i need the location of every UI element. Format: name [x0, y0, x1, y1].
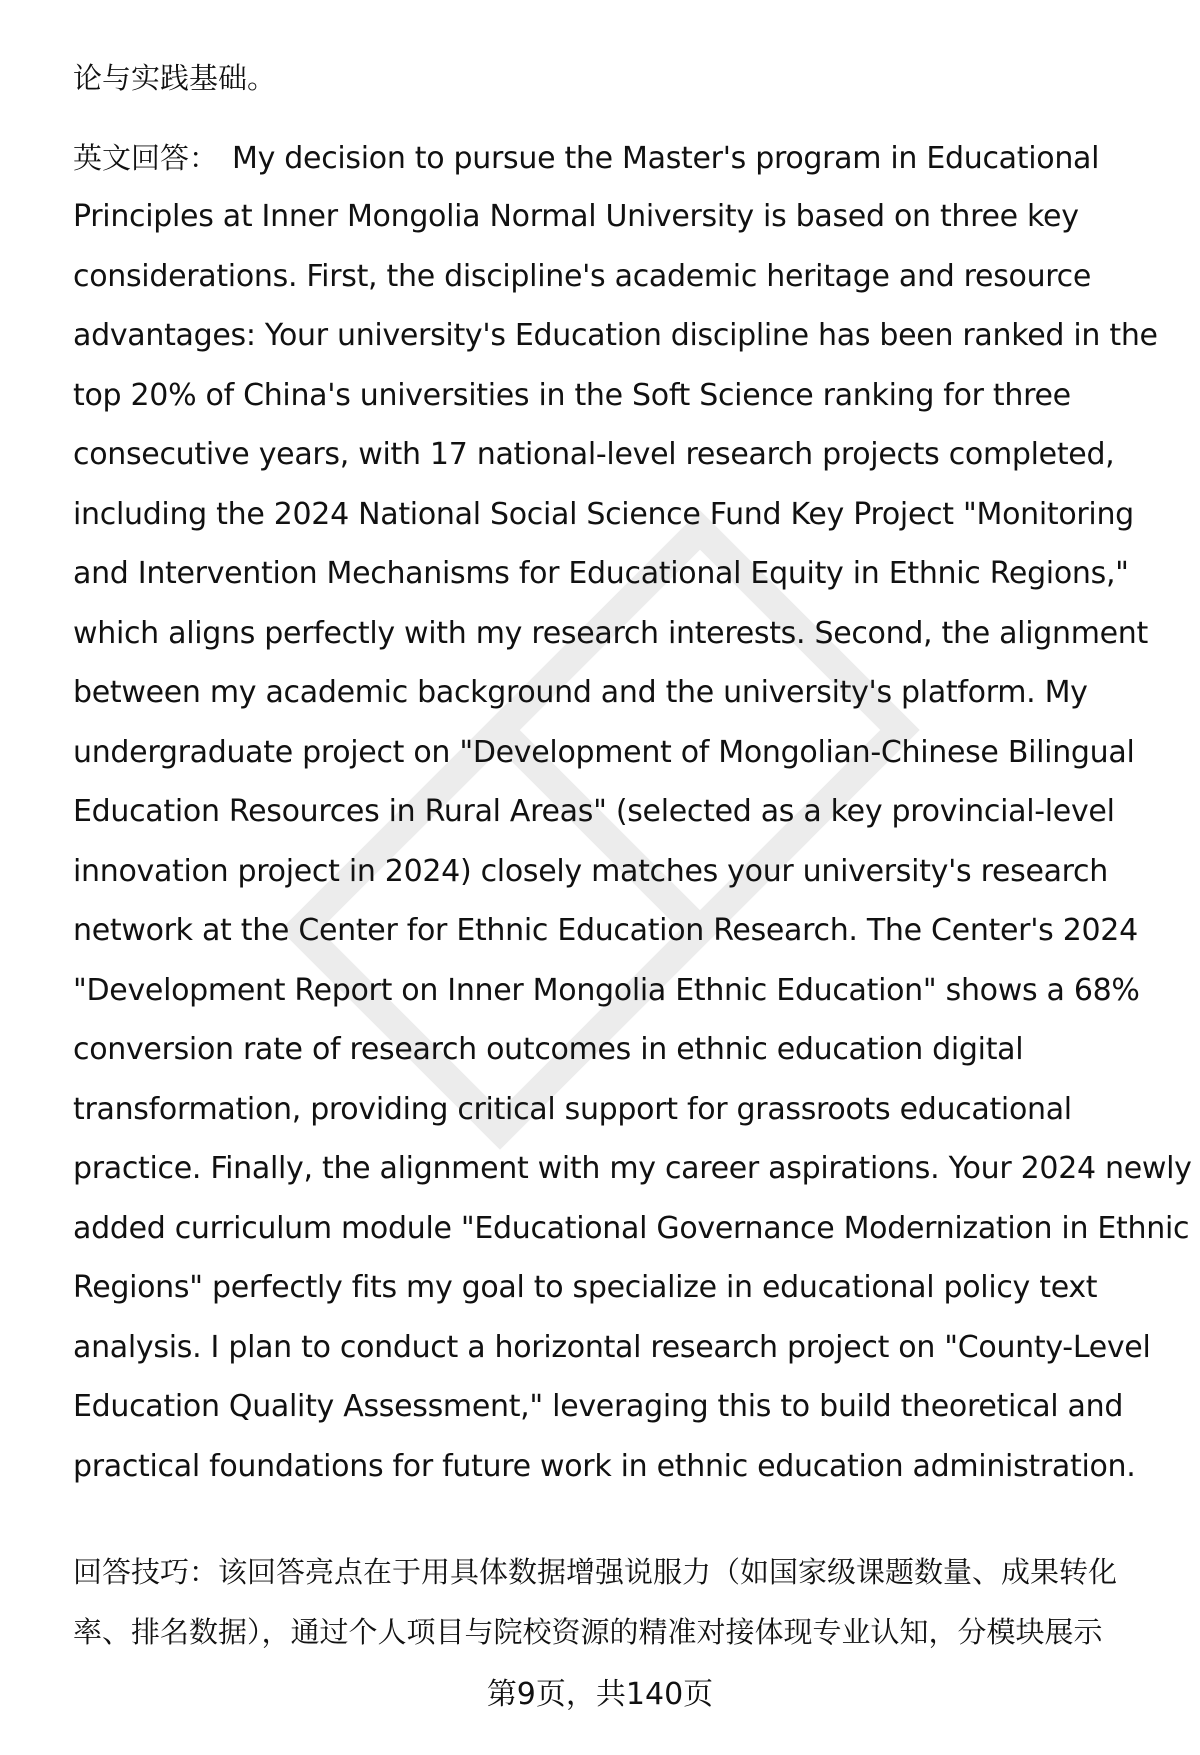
tips-line: 率、排名数据），通过个人项目与院校资源的精准对接体现专业认知，分模块展示: [73, 1615, 1103, 1649]
answer-line: Regions" perfectly fits my goal to specialize in educational policy text: [73, 1270, 1098, 1305]
answer-line: Education Quality Assessment," leveraging this to build theoretical and: [73, 1389, 1124, 1424]
answer-line: Principles at Inner Mongolia Normal University is based on three key: [73, 199, 1079, 234]
answer-line: top 20% of China's universities in the Soft Science ranking for three: [73, 378, 1071, 413]
answer-line: practice. Finally, the alignment with my career aspirations. Your 2024 newly: [73, 1151, 1192, 1186]
answer-line: practical foundations for future work in ethnic education administration.: [73, 1449, 1136, 1484]
answer-line: "Development Report on Inner Mongolia Ethnic Education" shows a 68%: [73, 973, 1140, 1008]
page-number-footer: 第9页，共140页: [486, 1677, 714, 1712]
answer-line: network at the Center for Ethnic Education Research. The Center's 2024: [73, 913, 1138, 948]
answer-line: analysis. I plan to conduct a horizontal research project on "County-Level: [73, 1330, 1151, 1365]
answer-line: and Intervention Mechanisms for Educational Equity in Ethnic Regions,": [73, 556, 1129, 591]
english-answer-label: 英文回答：: [73, 141, 219, 175]
answer-line: My decision to pursue the Master's program in Educational: [232, 141, 1100, 176]
answer-line: between my academic background and the university's platform. My: [73, 675, 1088, 710]
answer-line: transformation, providing critical support for grassroots educational: [73, 1092, 1072, 1127]
answer-line: conversion rate of research outcomes in ethnic education digital: [73, 1032, 1024, 1067]
answer-line: consecutive years, with 17 national-level research projects completed,: [73, 437, 1115, 472]
continuation-text: 论与实践基础。: [73, 61, 277, 95]
answer-line: which aligns perfectly with my research interests. Second, the alignment: [73, 616, 1148, 651]
answer-line: advantages: Your university's Education discipline has been ranked in the: [73, 318, 1158, 353]
answer-line: considerations. First, the discipline's academic heritage and resource: [73, 259, 1092, 294]
answer-line: including the 2024 National Social Science Fund Key Project "Monitoring: [73, 497, 1134, 532]
answer-line: added curriculum module "Educational Governance Modernization in Ethnic: [73, 1211, 1190, 1246]
answer-line: innovation project in 2024) closely matches your university's research: [73, 854, 1108, 889]
english-answer-first-line: [73, 138, 1099, 179]
tips-line: 回答技巧：该回答亮点在于用具体数据增强说服力（如国家级课题数量、成果转化: [73, 1555, 1118, 1589]
answer-line: Education Resources in Rural Areas" (selected as a key provincial-level: [73, 794, 1115, 829]
answer-line: undergraduate project on "Development of Mongolian-Chinese Bilingual: [73, 735, 1135, 770]
